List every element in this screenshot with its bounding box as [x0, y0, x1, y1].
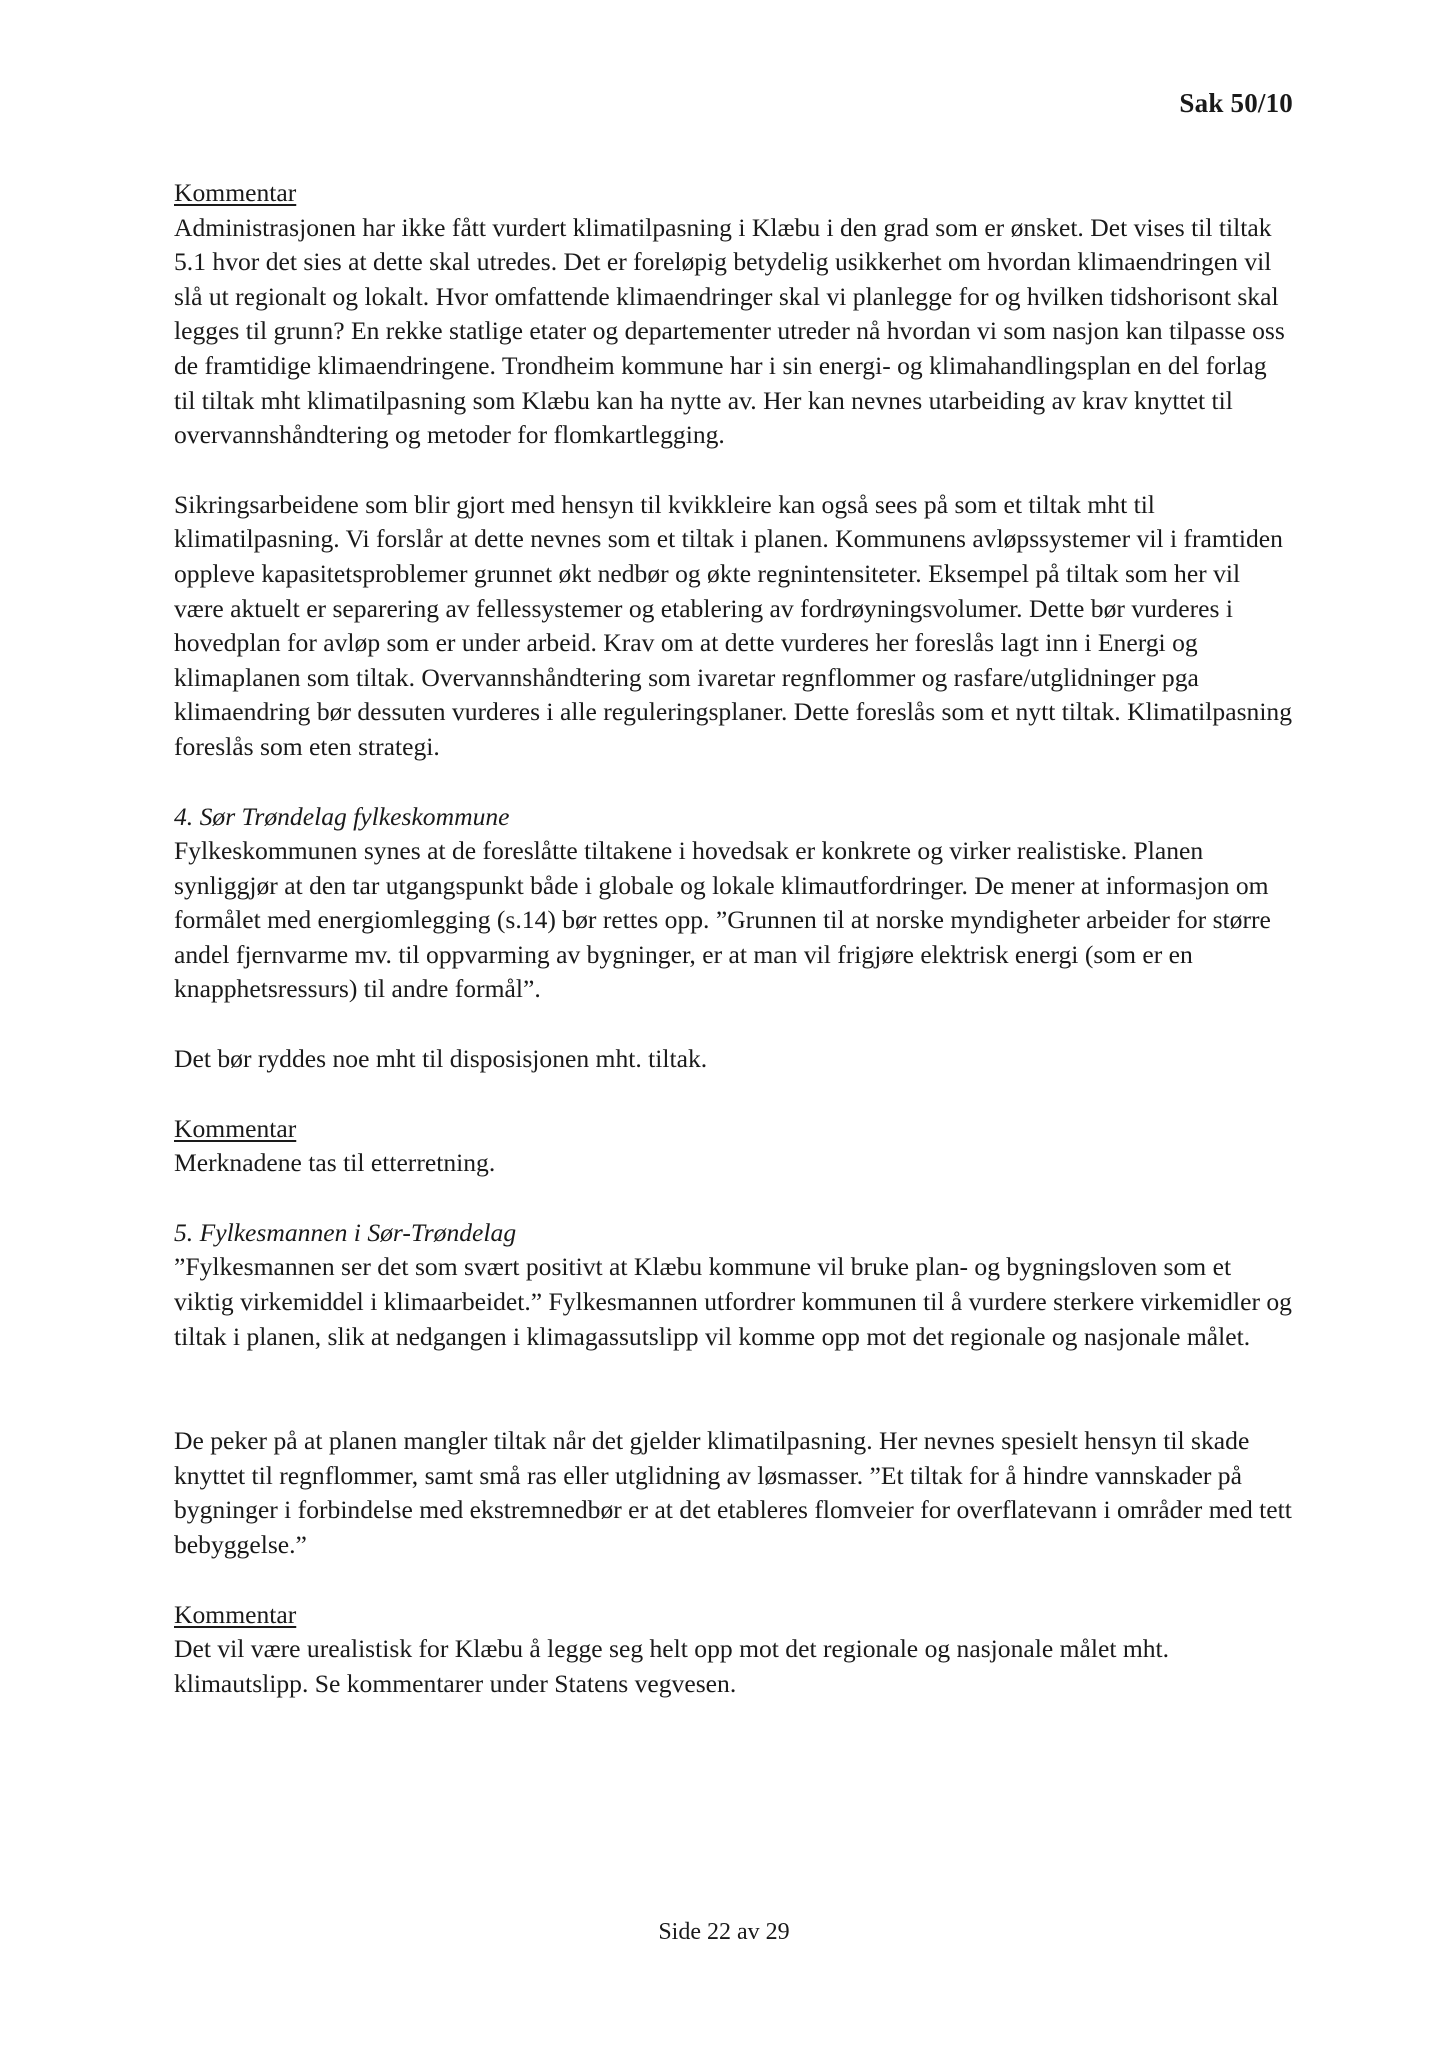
comment-1-paragraph-2: Sikringsarbeidene som blir gjort med hensyn til kvikkleire kan også sees på som et tiltak mht til klimatilpasning. Vi forslår at dette nevnes som et tiltak i planen. Kommunens avløpssystemer vil i framtiden oppleve kapasitetsproblemer grunnet økt nedbør og økte regnintensiteter. Eksempel på tiltak som her vil være aktuelt er separering av fellessystemer og etablering av fordrøyningsvolumer. Dette bør vurderes i hovedplan for avløp som er under arbeid. Krav om at dette vurderes her foreslås lagt inn i Energi og klimaplanen som tiltak. Overvannshåndtering som ivaretar regnflommer og rasfare/utglidninger pga klimaendring bør dessuten vurderes i alle reguleringsplaner. Dette foreslås som et nytt tiltak. Klimatilpasning foreslås som eten strategi.: [174, 489, 1293, 761]
section-5-paragraph-2: De peker på at planen mangler tiltak når det gjelder klimatilpasning. Her nevnes spesielt hensyn til skade knyttet til regnflommer, samt små ras eller utglidning av løsmasser. ”Et tiltak for å hindre vannskader på bygninger i forbindelse med ekstremnedbør er at det etableres flomveier for overflatevann i områder med tett bebyggelse.”: [174, 1426, 1292, 1559]
comment-1-heading: Kommentar: [174, 178, 297, 207]
case-number: Sak 50/10: [1179, 88, 1293, 118]
section-5-paragraph: ”Fylkesmannen ser det som svært positivt at Klæbu kommune vil bruke plan- og bygningsloven som et viktig virkemiddel i klimaarbeidet.” Fylkesmannen utfordrer kommunen til å vurdere sterkere virkemidler og tiltak i planen, slik at nedgangen i klimagassutslipp vil komme opp mot det regionale og nasjonale målet.: [174, 1252, 1292, 1351]
section-4-paragraph-2: Det bør ryddes noe mht til disposisjonen mht. tiltak.: [174, 1044, 708, 1074]
section-5-comment-text: Det vil være urealistisk for Klæbu å legge seg helt opp mot det regionale og nasjonale målet mht. klimautslipp. Se kommentarer under Statens vegvesen.: [174, 1634, 1170, 1698]
section-4-paragraph: Fylkeskommunen synes at de foreslåtte tiltakene i hovedsak er konkrete og virker realistiske. Planen synliggjør at den tar utgangspunkt både i globale og lokale klimautfordringer. De mener at informasjon om formålet med energiomlegging (s.14) bør rettes opp. ”Grunnen til at norske myndigheter arbeider for større andel fjernvarme mv. til oppvarming av bygninger, er at man vil frigjøre elektrisk energi (som er en knapphetsressurs) til andre formål”.: [174, 836, 1271, 1004]
section-4-comment-heading: Kommentar: [174, 1113, 297, 1143]
page-number: Side 22 av 29: [658, 1919, 790, 1945]
document-body: [174, 176, 1294, 1701]
section-5-comment-heading: Kommentar: [174, 1599, 297, 1629]
comment-1-paragraph: Administrasjonen har ikke fått vurdert klimatilpasning i Klæbu i den grad som er ønsket. Det vises til tiltak 5.1 hvor det sies at dette skal utredes. Det er foreløpig betydelig usikkerhet om hvordan klimaendringen vil slå ut regionalt og lokalt. Hvor omfattende klimaendringer skal vi planlegge for og hvilken tidshorisont skal legges til grunn? En rekke statlige etater og departementer utreder nå hvordan vi som nasjon kan tilpasse oss de framtidige klimaendringene. Trondheim kommune har i sin energi- og klimahandlingsplan en del forlag til tiltak mht klimatilpasning som Klæbu kan ha nytte av. Her kan nevnes utarbeiding av krav knyttet til overvannshåndtering og metoder for flomkartlegging.: [174, 212, 1285, 450]
section-4-comment-text: Merknadene tas til etterretning.: [174, 1148, 496, 1178]
section-4-heading: 4. Sør Trøndelag fylkeskommune: [174, 801, 510, 831]
section-5-heading: 5. Fylkesmannen i Sør-Trøndelag: [174, 1217, 517, 1247]
